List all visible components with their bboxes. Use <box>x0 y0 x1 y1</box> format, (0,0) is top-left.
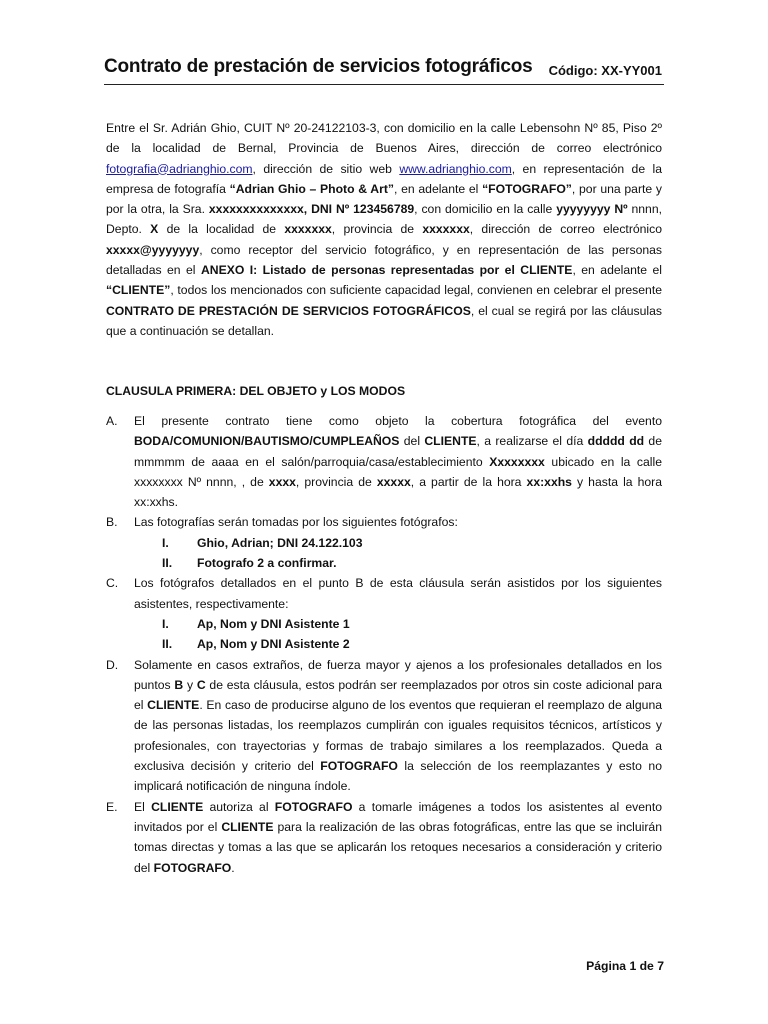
event-city: xxxx <box>268 474 296 489</box>
item-text: ubicado en la calle xxxxxxxx Nº nnnn, , de <box>134 454 662 489</box>
client-depto: X <box>150 222 159 237</box>
intro-text: nnnn, Depto. <box>106 202 662 237</box>
point-reference: B <box>174 677 184 692</box>
clause-item-e <box>106 797 662 878</box>
intro-text: , en adelante el <box>394 181 483 196</box>
website-link[interactable]: www.adrianghio.com <box>399 161 512 176</box>
contract-name: CONTRATO DE PRESTACIÓN DE SERVICIOS FOTOGRÁFICOS <box>106 303 471 318</box>
item-text: del <box>399 434 425 449</box>
photographer-1 <box>106 533 662 553</box>
cliente-term: CLIENTE <box>221 819 274 834</box>
item-text: la selección de los reemplazantes y esto no implicará notificación de ninguna índole. <box>134 759 662 794</box>
intro-text: , provincia de <box>331 222 423 237</box>
document-title: Contrato de prestación de servicios fotográficos <box>104 56 533 77</box>
item-marker: D. <box>106 657 119 672</box>
event-province: xxxxx <box>376 474 411 489</box>
item-text: de esta cláusula, estos podrán ser reemplazados por otros sin coste adicional para el <box>134 677 662 713</box>
item-text: El presente contrato tiene como objeto la cobertura fotográfica del evento <box>134 414 662 428</box>
item-text: Los fotógrafos detallados en el punto B de esta cláusula serán asistidos por los siguientes asistentes, respectivamente: <box>134 576 662 611</box>
intro-text: Entre el Sr. Adrián Ghio, CUIT Nº 20-24122103-3, con domicilio en la calle Lebensohn Nº 85, Piso 2º de la localidad de Bernal, Provincia de Buenos Aires, dirección de correo electrónico <box>106 121 662 156</box>
intro-text: , con domicilio en la calle <box>414 202 557 217</box>
event-venue: Xxxxxxxx <box>489 454 545 469</box>
cliente-term: “CLIENTE” <box>106 283 171 298</box>
item-text: y hasta la hora xx:xxhs. <box>134 474 663 510</box>
assistant-2 <box>106 634 662 654</box>
intro-text: , como receptor del servicio fotográfico, y en representación de las personas detalladas en el <box>106 242 662 278</box>
client-email: xxxxx@yyyyyyy <box>106 242 200 257</box>
clause-item-b <box>106 512 662 532</box>
item-text: El <box>134 799 152 814</box>
roman-marker: II. <box>162 637 173 652</box>
document-header <box>104 54 664 85</box>
item-text: , a realizarse el día <box>476 434 588 449</box>
item-text: y <box>183 677 197 692</box>
roman-marker: I. <box>162 535 169 550</box>
item-text: Las fotografías serán tomadas por los siguientes fotógrafos: <box>134 515 458 530</box>
clause-item-c <box>106 573 662 614</box>
company-name: “Adrian Ghio – Photo & Art” <box>229 181 395 196</box>
page-number: Página 1 de 7 <box>586 959 664 973</box>
fotografo-term: FOTOGRAFO <box>274 799 353 814</box>
cliente-term: CLIENTE <box>151 799 204 814</box>
item-text: de mmmmm de aaaa en el salón/parroquia/casa/establecimiento <box>134 434 662 469</box>
sub-item-text: Ap, Nom y DNI Asistente 2 <box>197 637 350 652</box>
roman-marker: I. <box>162 616 169 631</box>
item-text: . En caso de producirse alguno de los eventos que requieran el reemplazo de alguna de las personas listadas, los reemplazos cumplirán con iguales requisitos técnicos, artísticos y profesionales, con trayectorias y formas de trabajo similares a los reemplazados. Queda a exclusiva decisión y criterio del <box>134 698 662 774</box>
event-type: BODA/COMUNION/BAUTISMO/CUMPLEAÑOS <box>134 434 400 449</box>
intro-text: , el cual se regirá por las cláusulas que a continuación se detallan. <box>106 303 662 338</box>
clause-item-a <box>106 411 662 512</box>
intro-text: , por una parte y por la otra, la Sra. <box>106 181 662 217</box>
clause-item-d <box>106 655 662 797</box>
client-province: xxxxxxx <box>422 222 470 237</box>
item-text: . <box>231 860 235 875</box>
anexo-reference: ANEXO I: Listado de personas representadas por el CLIENTE <box>200 263 573 278</box>
item-text: a tomarle imágenes a todos los asistentes al evento invitados por el <box>134 799 662 834</box>
item-text: Solamente en casos extraños, de fuerza mayor y ajenos a los profesionales detallados en los puntos <box>134 657 662 692</box>
intro-text: , todos los mencionados con suficiente capacidad legal, convienen en celebrar el presente <box>170 283 662 298</box>
item-text: para la realización de las obras fotográficas, entre las que se incluirán tomas directas y tomas a las que se aplicarán los retoques necesarios a consideración y criterio del <box>134 819 662 875</box>
client-name: xxxxxxxxxxxxxx, DNI Nº 123456789 <box>208 202 415 217</box>
item-marker: C. <box>106 576 119 591</box>
fotografo-term: FOTOGRAFO <box>153 860 232 875</box>
item-marker: E. <box>106 799 118 814</box>
item-text: autoriza al <box>203 799 275 814</box>
intro-text: , en representación de la empresa de fotografía <box>106 161 662 196</box>
client-street: yyyyyyyy Nº <box>556 202 628 217</box>
sub-item-text: Ap, Nom y DNI Asistente 1 <box>197 616 350 631</box>
cliente-term: CLIENTE <box>424 434 477 449</box>
email-link[interactable]: fotografia@adrianghio.com <box>106 161 253 176</box>
intro-text: , en adelante el <box>572 263 662 278</box>
photographer-2 <box>106 553 662 573</box>
item-marker: B. <box>106 515 118 530</box>
client-locality: xxxxxxx <box>284 222 332 237</box>
cliente-term: CLIENTE <box>147 698 200 713</box>
roman-marker: II. <box>162 556 173 571</box>
item-text: , a partir de la hora <box>410 474 527 489</box>
fotografo-term: FOTOGRAFO <box>320 759 398 774</box>
intro-text: , dirección de sitio web <box>252 161 400 176</box>
intro-text: , dirección de correo electrónico <box>469 222 663 237</box>
clause-title: CLAUSULA PRIMERA: DEL OBJETO y LOS MODOS <box>106 384 406 398</box>
event-date: ddddd dd <box>587 434 645 449</box>
point-reference: C <box>196 677 206 692</box>
clause-items <box>106 411 662 878</box>
sub-item-text: Fotografo 2 a confirmar. <box>197 556 337 571</box>
sub-item-text: Ghio, Adrian; DNI 24.122.103 <box>197 535 363 550</box>
intro-text: de la localidad de <box>158 222 285 237</box>
assistant-1 <box>106 614 662 634</box>
intro-paragraph <box>106 118 662 341</box>
document-code: Código: XX-YY001 <box>548 63 662 78</box>
item-marker: A. <box>106 414 118 428</box>
fotografo-term: “FOTOGRAFO” <box>482 181 572 196</box>
event-start-hour: xx:xxhs <box>526 474 572 489</box>
item-text: , provincia de <box>295 474 377 489</box>
